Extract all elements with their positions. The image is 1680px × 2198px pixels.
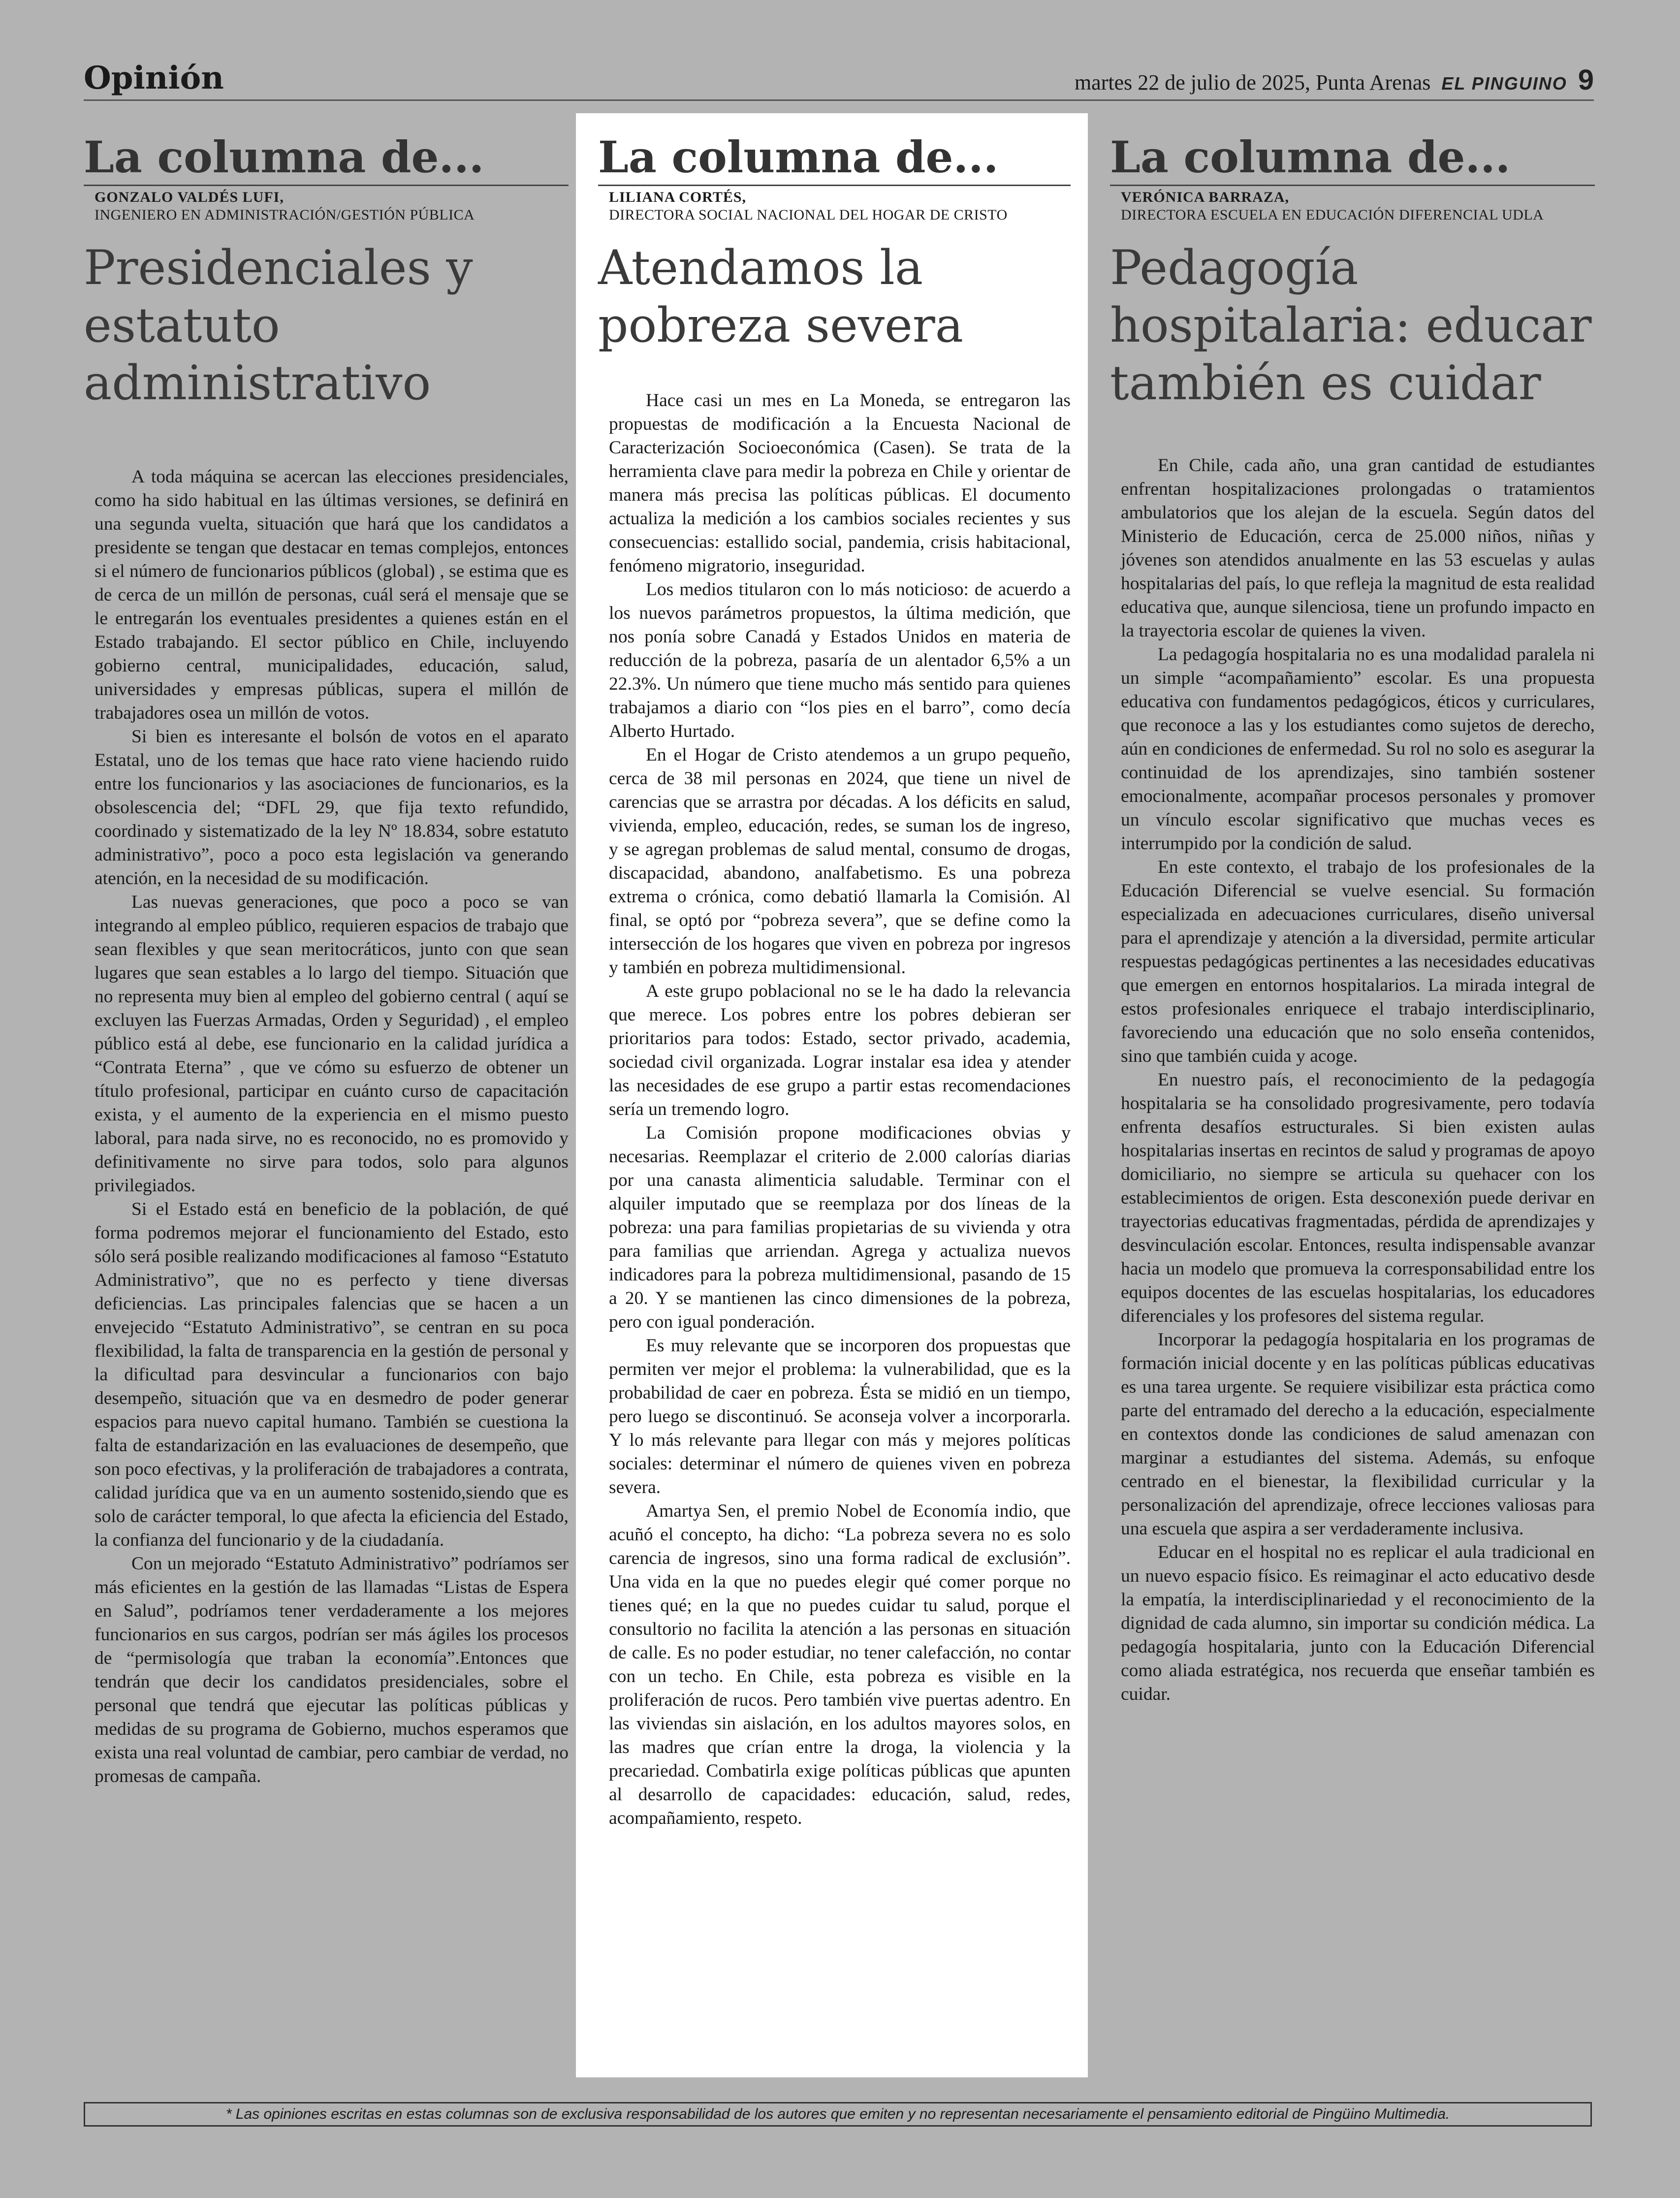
paragraph: Educar en el hospital no es replicar el aula tradicional en un nuevo espacio físico. Es reimaginar el acto educativo desde la empatía, la interdisciplinariedad y el reconocimiento de la dignidad de cada alumno, sin importar su condición médica. La pedagogía hospitalaria, junto con la Educación Diferencial como aliada estratégica, nos recuerda que enseñar también es cuidar. [1121,1542,1595,1704]
dateline: martes 22 de julio de 2025, Punta Arenas [1074,70,1431,95]
author-role: DIRECTORA ESCUELA EN EDUCACIÓN DIFERENCIAL UDLA [1121,207,1544,223]
paragraph: Si bien es interesante el bolsón de votos en el aparato Estatal, uno de los temas que hace rato viene haciendo ruido entre los funcionarios y las asociaciones de funcionarios, es la obsolescencia del; “DFL 29, que fija texto refundido, coordinado y sistematizado de la ley Nº 18.834, sobre estatuto administrativo”, poco a poco esta legislación va generando atención, en la necesidad de su modificación. [95,727,569,889]
paragraph: Con un mejorado “Estatuto Administrativo” podríamos ser más eficientes en la gestión de las llamadas “Listas de Espera en Salud”, podríamos tener verdaderamente a los mejores funcionarios en sus cargos, podrían ser más ágiles los procesos de “permisología que traban la economía”.Entonces que tendrán que decir los candidatos presidenciales, sobre el personal que tendrá que ejecutar las políticas públicas y medidas de su programa de Gobierno, muchos esperamos que exista una real voluntad de cambiar, pero cambiar de verdad, no promesas de campaña. [95,1554,569,1786]
newspaper-logo: EL PINGUINO [1441,73,1567,94]
paragraph: La Comisión propone modificaciones obvias y necesarias. Reemplazar el criterio de 2.000 calorías diarias por una canasta alimenticia saludable. Terminar con el alquiler imputado que se reemplaza por dos líneas de la pobreza: una para familias propietarias de su vivienda y otra para familias que arriendan. Agrega y actualiza nuevos indicadores para la pobreza multidimensional, pasando de 15 a 20. Y se mantienen las cinco dimensiones de la pobreza, pero con igual ponderación. [609,1123,1071,1332]
paragraph: Las nuevas generaciones, que poco a poco se van integrando al empleo público, requieren espacios de trabajo que sean flexibles y que sean meritocráticos, junto con que sean lugares que sean estables a lo largo del tiempo. Situación que no representa muy bien al empleo del gobierno central ( aquí se excluyen las Fuerzas Armadas, Orden y Seguridad) , el empleo público está al debe, ese funcionario en la calidad jurídica a “Contrata Eterna” , que ve cómo su esfuerzo de obtener un título profesional, participar en cuánto curso de capacitación exista, y el aumento de la experiencia en el mismo puesto laboral, para nada sirve, no es reconocido, no es promovido y definitivamente no sirve para todos, solo para algunos privilegiados. [95,892,569,1196]
disclaimer-box: * Las opiniones escritas en estas columnas son de exclusiva responsabilidad de los autores que emiten y no representan necesariamente el pensamiento editorial de Pingüino Multimedia. [84,2102,1592,2127]
article-body [609,389,1071,1830]
author-name: GONZALO VALDÉS LUFI, [95,189,284,205]
article-headline: Pedagogía hospitalaria: educar también es cuidar [1110,240,1592,411]
paragraph: Amartya Sen, el premio Nobel de Economía indio, que acuñó el concepto, ha dicho: “La pobreza severa no es solo carencia de ingresos, sino una forma radical de exclusión”. Una vida en la que no puedes elegir qué comer porque no tienes qué; en la que no puedes cuidar tu salud, porque el consultorio no facilita la atención a las personas en situación de calle. Es no poder estudiar, no tener calefacción, no contar con un techo. En Chile, esta pobreza es visible en la proliferación de rucos. Pero también vive puertas adentro. En las viviendas sin aislación, en los adultos mayores solos, en las madres que crían entre la droga, la violencia y la precariedad. Combatirla exige políticas públicas que apunten al desarrollo de capacidades: educación, salud, redes, acompañamiento, respeto. [609,1501,1071,1828]
column-kicker: La columna de... [598,113,1071,186]
column-2 [576,113,1088,2077]
section-name: Opinión [84,60,224,96]
article-headline: Atendamos la pobreza severa [598,240,963,353]
article-headline: Presidenciales y estatuto administrativo [84,240,473,411]
paragraph: En Chile, cada año, una gran cantidad de estudiantes enfrentan hospitalizaciones prolongadas o tratamientos ambulatorios que los alejan de la escuela. Según datos del Ministerio de Educación, cerca de 25.000 niños, niñas y jóvenes son atendidos anualmente en las 53 escuelas y aulas hospitalarias del país, lo que refleja la magnitud de esta realidad educativa que, aunque silenciosa, tiene un profundo impacto en la trayectoria escolar de quienes la viven. [1121,455,1595,641]
author-name: VERÓNICA BARRAZA, [1121,189,1290,205]
column-1 [84,113,569,1788]
paragraph: A este grupo poblacional no se le ha dado la relevancia que merece. Los pobres entre los pobres debieran ser prioritarios para todos: Estado, sector privado, academia, sociedad civil organizada. Lograr instalar esa idea y atender las necesidades de ese grupo a partir estas recomendaciones sería un tremendo logro. [609,981,1071,1119]
paragraph: En este contexto, el trabajo de los profesionales de la Educación Diferencial se vuelve esencial. Su formación especializada en adecuaciones curriculares, diseño universal para el aprendizaje y atención a la diversidad, permite articular respuestas pedagógicas pertinentes a las necesidades educativas que emergen en entornos hospitalarios. La mirada integral de estos profesionales enriquece el trabajo interdisciplinario, favoreciendo una educación que no solo enseña contenidos, sino que también cuida y acoge. [1121,857,1595,1066]
paragraph: Los medios titularon con lo más noticioso: de acuerdo a los nuevos parámetros propuestos, la última medición, que nos ponía sobre Canadá y Estados Unidos en materia de reducción de la pobreza, pasaría de un alentador 6,5% a un 22.3%. Un número que tiene mucho más sentido para quienes trabajamos a diario con “los pies en el barro”, como decía Alberto Hurtado. [609,579,1071,741]
author-role: INGENIERO EN ADMINISTRACIÓN/GESTIÓN PÚBLICA [95,207,475,223]
column-3 [1110,113,1595,1706]
paragraph: Hace casi un mes en La Moneda, se entregaron las propuestas de modificación a la Encuesta Nacional de Caracterización Socioeconómica (Casen). Se trata de la herramienta clave para medir la pobreza en Chile y orientar de manera más precisa las políticas públicas. El documento actualiza la medición a los cambios sociales recientes y sus consecuencias: estallido social, pandemia, crisis habitacional, fenómeno migratorio, inseguridad. [609,390,1071,576]
paragraph: En el Hogar de Cristo atendemos a un grupo pequeño, cerca de 38 mil personas en 2024, que tiene un nivel de carencias que se arrastra por décadas. A los déficits en salud, vivienda, empleo, educación, redes, se suman los de ingreso, y se agregan problemas de salud mental, consumo de drogas, discapacidad, abandono, analfabetismo. Es una pobreza extrema o crónica, como debatió llamarla la Comisión. Al final, se optó por “pobreza severa”, que se define como la intersección de los hogares que viven en pobreza por ingresos y también en pobreza multidimensional. [609,745,1071,978]
paragraph: La pedagogía hospitalaria no es una modalidad paralela ni un simple “acompañamiento” escolar. Es una propuesta educativa con fundamentos pedagógicos, éticos y curriculares, que reconoce a las y los estudiantes como sujetos de derecho, aún en condiciones de enfermedad. Su rol no solo es asegurar la continuidad de los aprendizajes, sino también sostener emocionalmente, acompañar procesos personales y promover un vínculo escolar significativo que muchas veces es interrumpido por la condición de salud. [1121,644,1595,854]
header-right [1075,64,1594,96]
article-body [1121,454,1595,1706]
column-kicker: La columna de... [1110,113,1595,186]
paragraph: A toda máquina se acercan las elecciones presidenciales, como ha sido habitual en las últimas versiones, se definirá en una segunda vuelta, situación que hará que los candidatos a presidente se tengan que destacar en temas complejos, entonces si el número de funcionarios públicos (global) , se estima que es de cerca de un millón de personas, cuál será el mensaje que se le entregarán los eventuales presidentes a quienes están en el Estado trabajando. El sector público en Chile, incluyendo gobierno central, municipalidades, educación, salud, universidades y empresas públicas, supera el millón de trabajadores osea un millón de votos. [95,467,569,723]
author-name: LILIANA CORTÉS, [609,189,747,205]
page-number: 9 [1578,64,1594,96]
paragraph: Es muy relevante que se incorporen dos propuestas que permiten ver mejor el problema: la vulnerabilidad, que es la probabilidad de caer en pobreza. Ésta se midió en un tiempo, pero luego se discontinuó. Se aconseja volver a incorporarla. Y lo más relevante para llegar con más y mejores políticas sociales: determinar el número de quienes viven en pobreza severa. [609,1336,1071,1497]
paragraph: Incorporar la pedagogía hospitalaria en los programas de formación inicial docente y en las políticas públicas educativas es una tarea urgente. Se requiere visibilizar esta práctica como parte del entramado del derecho a la educación, especialmente en contextos donde las condiciones de salud amenazan con marginar a estudiantes del sistema. Además, su enfoque centrado en el bienestar, la flexibilidad curricular y la personalización del aprendizaje, ofrece lecciones valiosas para una escuela que aspira a ser verdaderamente inclusiva. [1121,1330,1595,1539]
article-body [95,465,569,1788]
paragraph: Si el Estado está en beneficio de la población, de qué forma podremos mejorar el funcionamiento del Estado, esto sólo será posible realizando modificaciones al famoso “Estatuto Administrativo”, que no es perfecto y tiene diversas deficiencias. Las principales falencias que se hacen a un envejecido “Estatuto Administrativo”, se centran en su poca flexibilidad, la falta de transparencia en la gestión de personal y la dificultad para desvincular a funcionarios con bajo desempeño, situación que va en desmedro de poder generar espacios para nuevo capital humano. También se cuestiona la falta de estandarización en las evaluaciones de desempeño, que son poco efectivas, y la proliferación de trabajadores a contrata, calidad jurídica que va en un aumento sostenido,siendo que es solo de carácter temporal, lo que afecta la eficiencia del Estado, la confianza del funcionario y de la ciudadanía. [95,1199,569,1550]
author-role: DIRECTORA SOCIAL NACIONAL DEL HOGAR DE CRISTO [609,207,1008,223]
paragraph: En nuestro país, el reconocimiento de la pedagogía hospitalaria se ha consolidado progresivamente, pero todavía enfrenta desafíos estructurales. Si bien existen aulas hospitalarias insertas en recintos de salud y programas de apoyo domiciliario, no siempre se articula su quehacer con los establecimientos de origen. Esta desconexión puede derivar en trayectorias educativas fragmentadas, pérdida de aprendizajes y desvinculación escolar. Entonces, resulta indispensable avanzar hacia un modelo que promueva la corresponsabilidad entre los equipos docentes de las escuelas hospitalarias, los educadores diferenciales y los profesores del sistema regular. [1121,1070,1595,1326]
column-kicker: La columna de... [84,113,569,186]
page-header [84,58,1594,101]
